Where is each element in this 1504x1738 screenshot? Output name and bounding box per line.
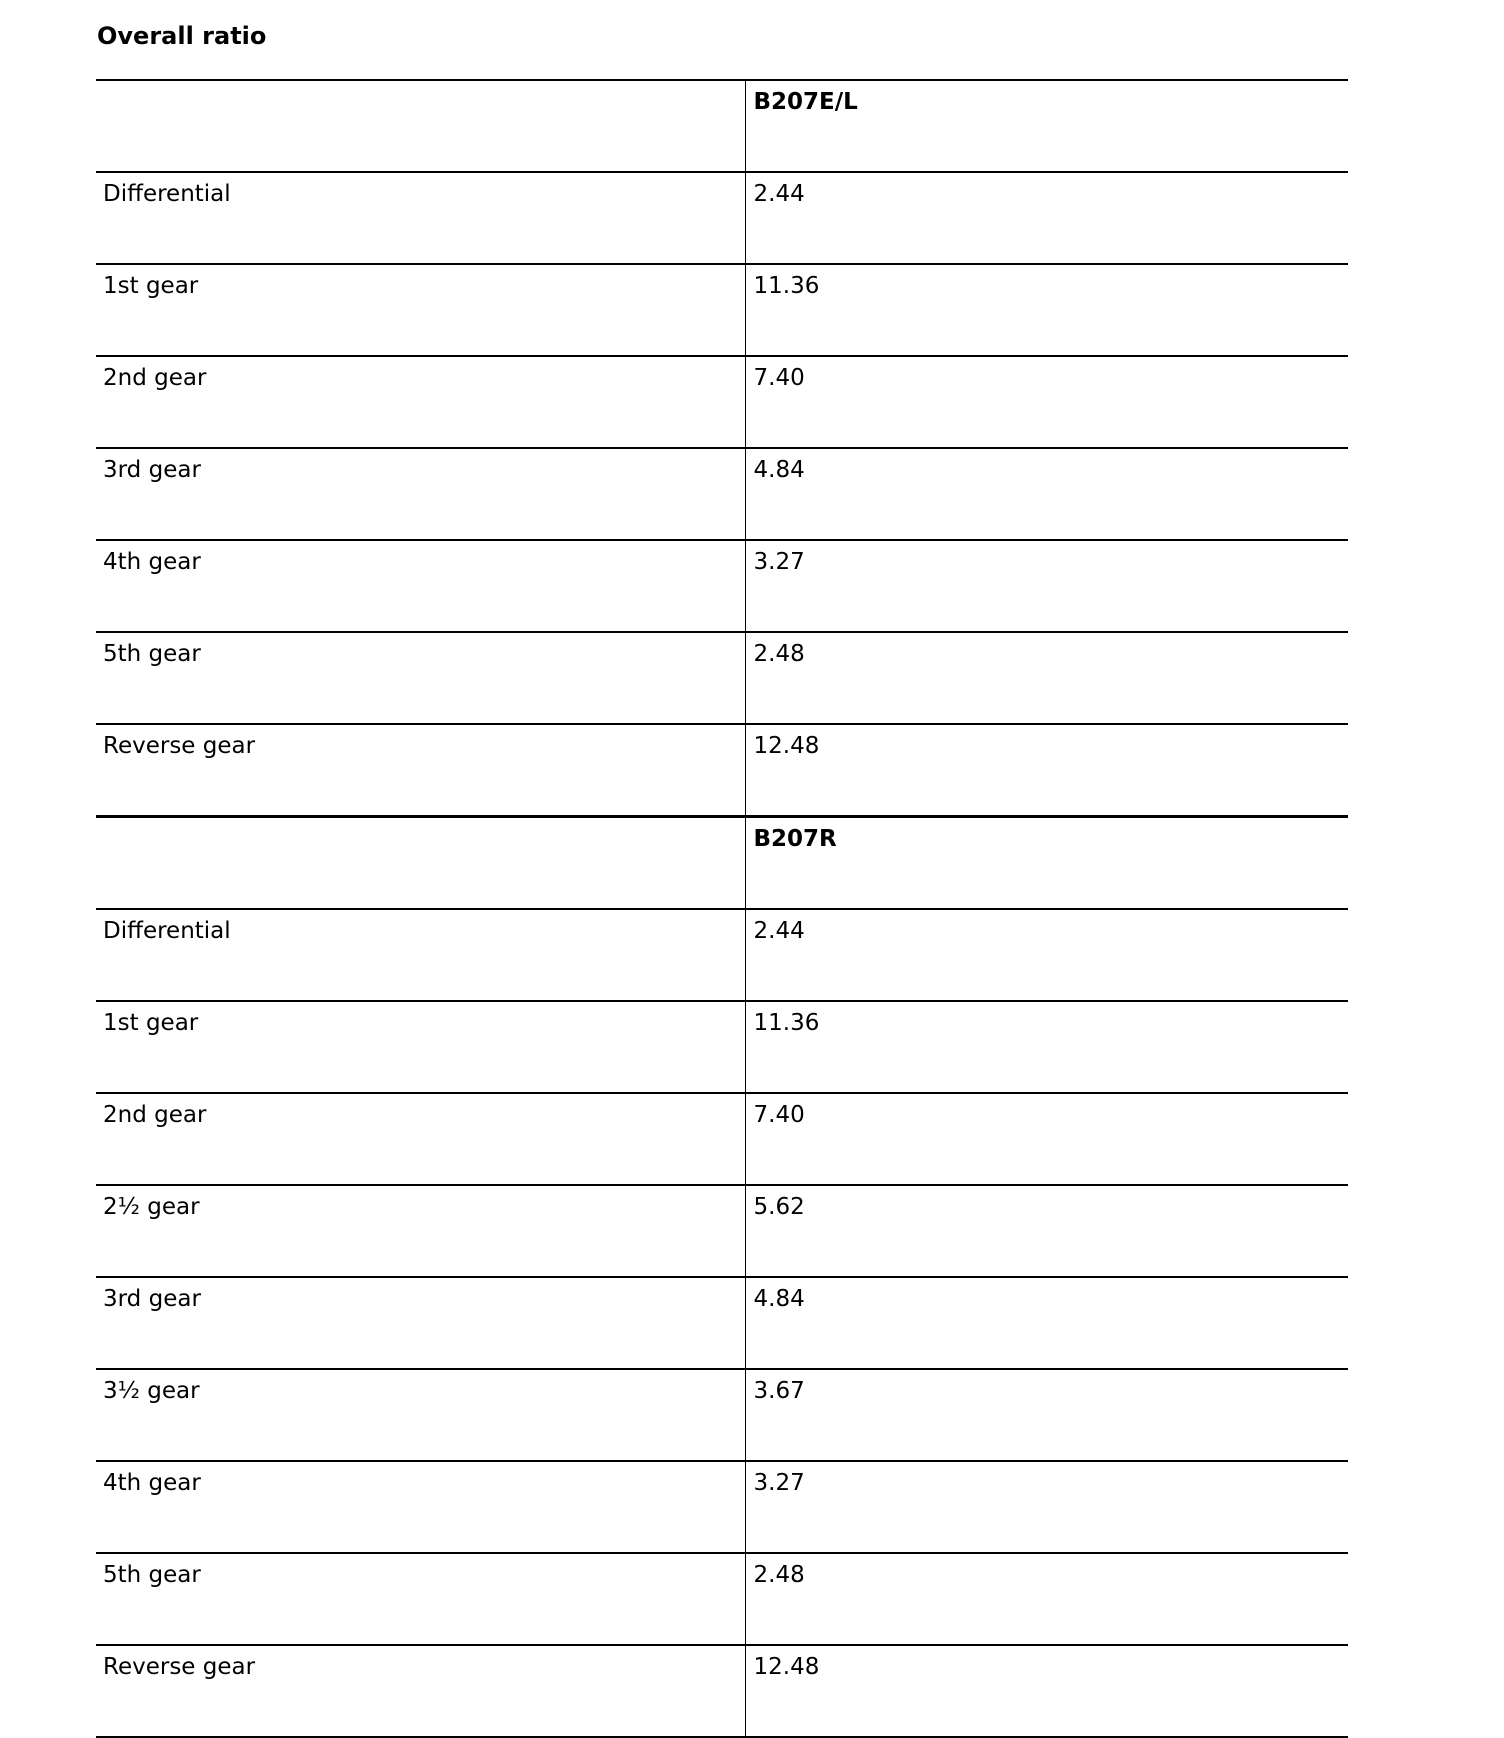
row-label: 5th gear — [96, 1553, 745, 1645]
row-label: 5th gear — [96, 632, 745, 724]
table-header-row — [96, 817, 1348, 909]
model-header: B207R — [745, 817, 1348, 909]
header-blank-cell — [96, 80, 745, 172]
row-value: 12.48 — [745, 1645, 1348, 1737]
row-label: 1st gear — [96, 1001, 745, 1093]
table-row — [96, 909, 1348, 1001]
row-value: 3.67 — [745, 1369, 1348, 1461]
row-value: 4.84 — [745, 448, 1348, 540]
table-header-row — [96, 80, 1348, 172]
row-value: 3.27 — [745, 540, 1348, 632]
row-label: 3½ gear — [96, 1369, 745, 1461]
table-row — [96, 264, 1348, 356]
table-row — [96, 1185, 1348, 1277]
table-row — [96, 1645, 1348, 1737]
row-value: 3.27 — [745, 1461, 1348, 1553]
table-row — [96, 1277, 1348, 1369]
section-title: Overall ratio — [97, 22, 267, 50]
row-value: 5.62 — [745, 1185, 1348, 1277]
row-label: Reverse gear — [96, 1645, 745, 1737]
table-row — [96, 724, 1348, 816]
table-row — [96, 356, 1348, 448]
table-row — [96, 632, 1348, 724]
row-label: 3rd gear — [96, 1277, 745, 1369]
row-label: 3rd gear — [96, 448, 745, 540]
row-label: 4th gear — [96, 1461, 745, 1553]
row-label: Differential — [96, 172, 745, 264]
table-row — [96, 1369, 1348, 1461]
row-value: 4.84 — [745, 1277, 1348, 1369]
row-value: 2.48 — [745, 1553, 1348, 1645]
overall-ratio-table-b207r — [96, 816, 1348, 1738]
row-label: 4th gear — [96, 540, 745, 632]
table-row — [96, 1461, 1348, 1553]
row-value: 12.48 — [745, 724, 1348, 816]
row-value: 11.36 — [745, 264, 1348, 356]
row-label: Differential — [96, 909, 745, 1001]
row-value: 11.36 — [745, 1001, 1348, 1093]
row-label: 2nd gear — [96, 1093, 745, 1185]
row-value: 7.40 — [745, 356, 1348, 448]
row-value: 2.44 — [745, 172, 1348, 264]
row-value: 2.48 — [745, 632, 1348, 724]
overall-ratio-table-b207el — [96, 79, 1348, 817]
table-row — [96, 1001, 1348, 1093]
table-row — [96, 540, 1348, 632]
header-blank-cell — [96, 817, 745, 909]
table-row — [96, 1553, 1348, 1645]
table-row — [96, 1093, 1348, 1185]
row-value: 2.44 — [745, 909, 1348, 1001]
row-label: Reverse gear — [96, 724, 745, 816]
table-row — [96, 172, 1348, 264]
model-header: B207E/L — [745, 80, 1348, 172]
row-value: 7.40 — [745, 1093, 1348, 1185]
table-row — [96, 448, 1348, 540]
row-label: 2½ gear — [96, 1185, 745, 1277]
row-label: 1st gear — [96, 264, 745, 356]
row-label: 2nd gear — [96, 356, 745, 448]
